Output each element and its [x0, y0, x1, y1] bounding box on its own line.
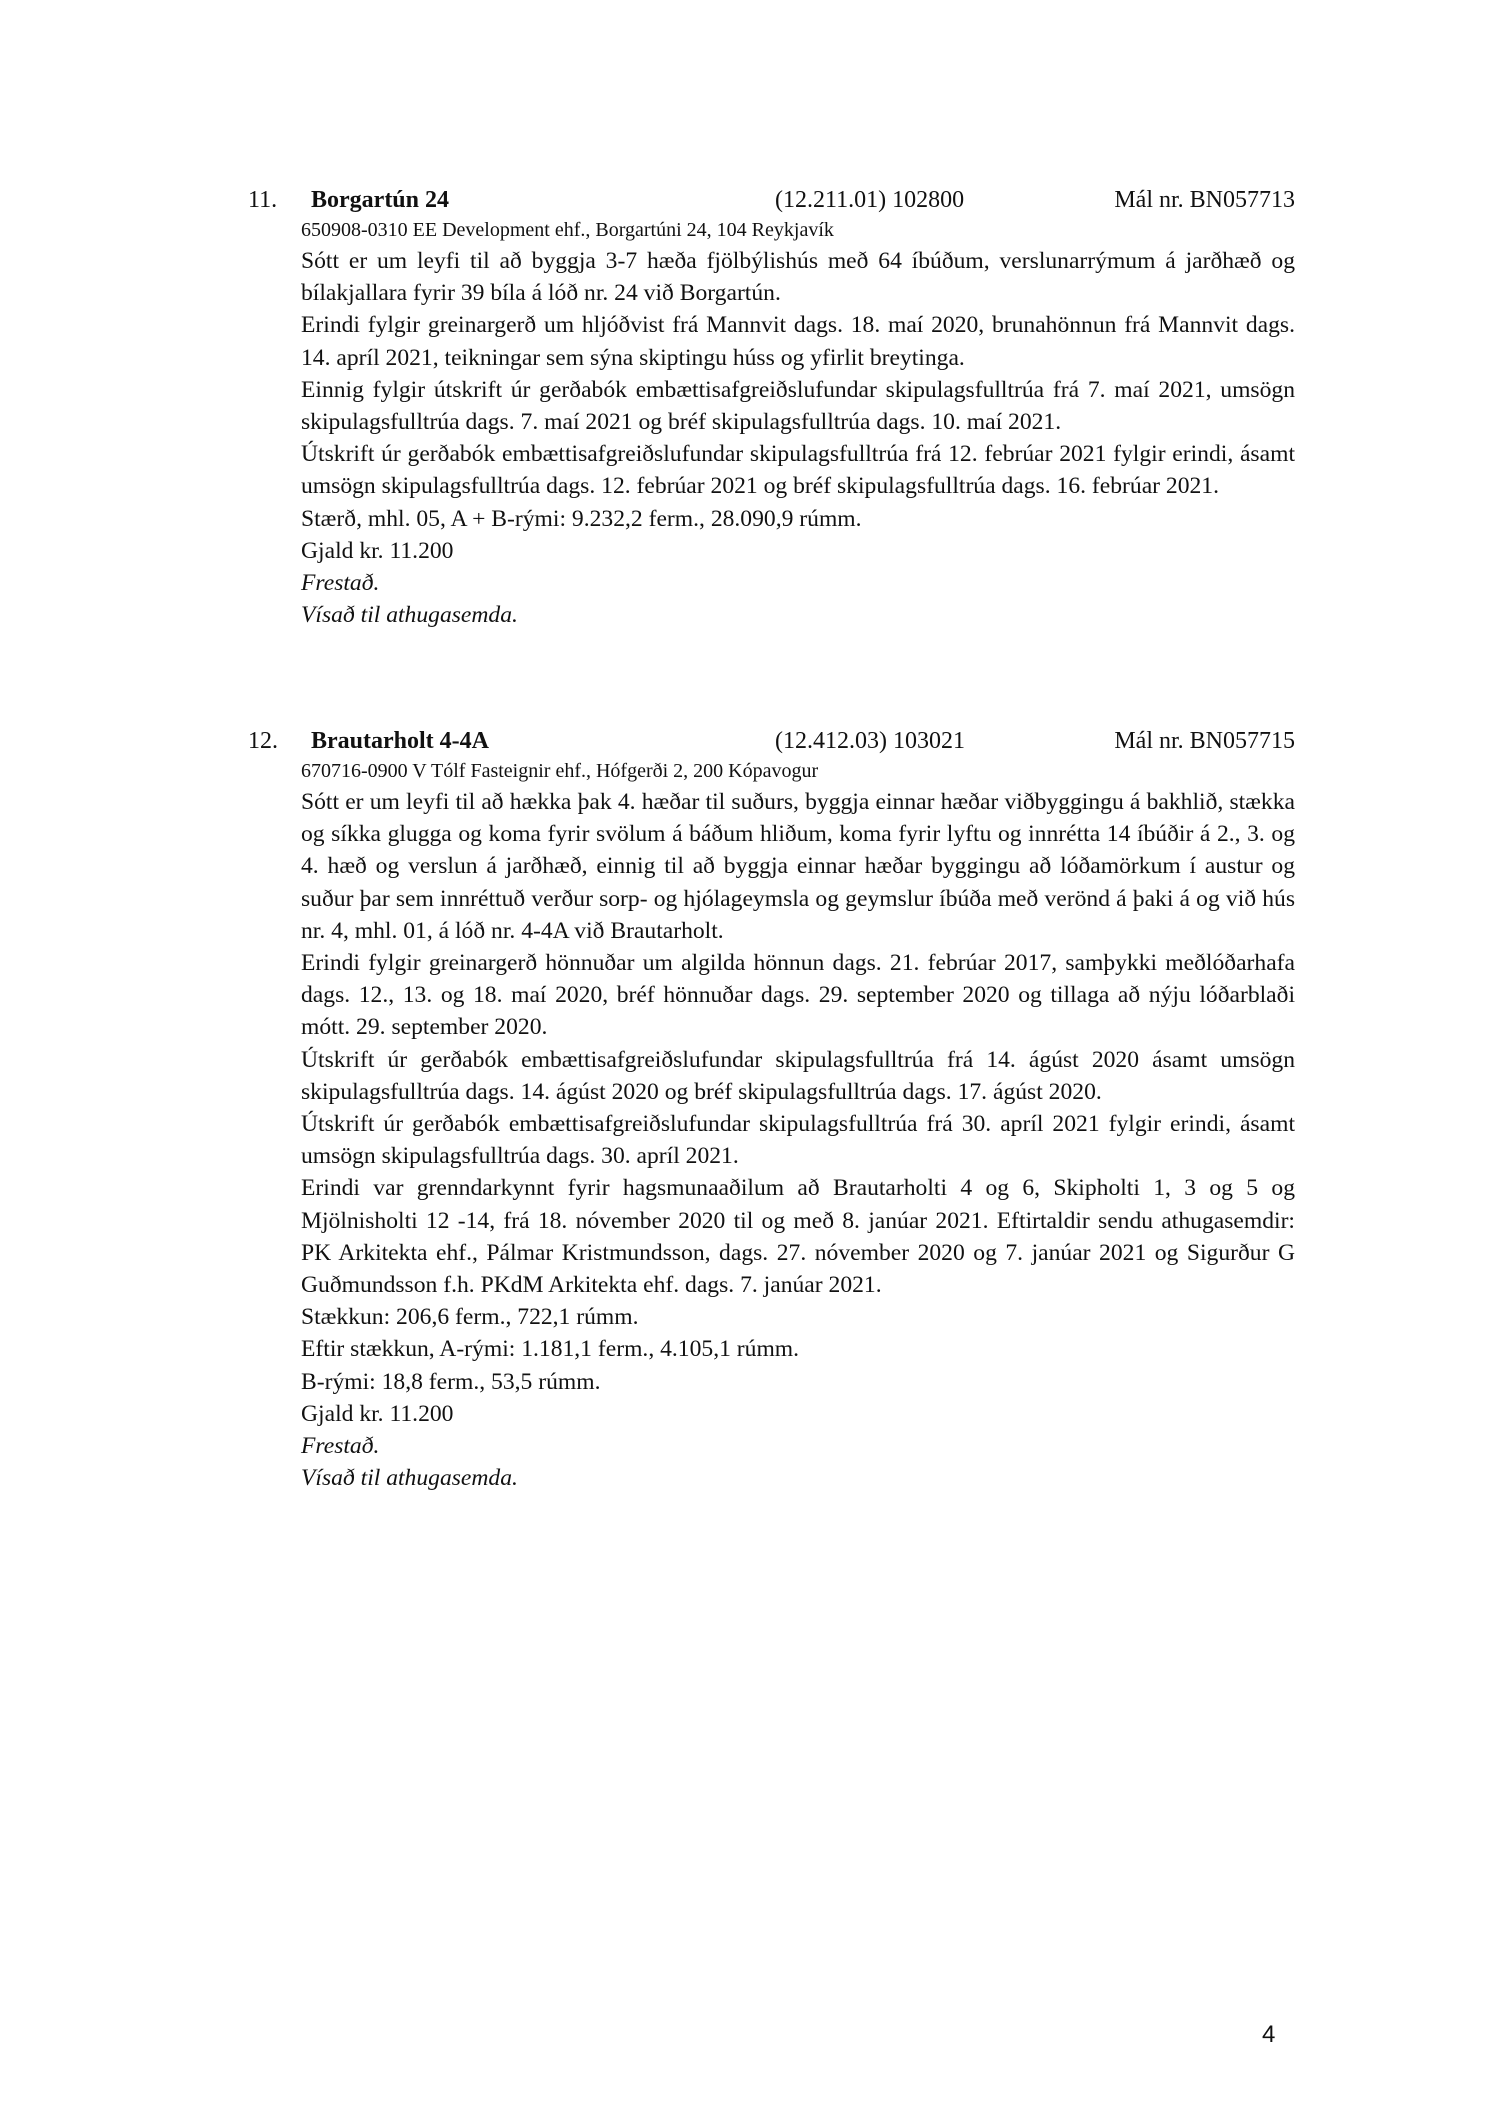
applicant: 650908-0310 EE Development ehf., Borgartúni 24, 104 Reykjavík — [301, 219, 834, 241]
case-header — [0, 724, 1500, 758]
case-reference: Mál nr. BN057715 — [1114, 728, 1295, 754]
case-body — [301, 758, 1295, 1494]
page-number: 4 — [1262, 2021, 1276, 2048]
paragraph: Einnig fylgir útskrift úr gerðabók embættisafgreiðslufundar skipulagsfulltrúa frá 7. maí 2021, umsögn skipulagsfulltrúa dags. 7. maí 2021 og bréf skipulagsfulltrúa dags. 10. maí 2021. — [301, 376, 1295, 436]
paragraph: Útskrift úr gerðabók embættisafgreiðslufundar skipulagsfulltrúa frá 14. ágúst 2020 ásamt umsögn skipulagsfulltrúa dags. 14. ágúst 2020 og bréf skipulagsfulltrúa dags. 17. ágúst 2020. — [301, 1046, 1295, 1105]
size-line: Stærð, mhl. 05, A + B-rými: 9.232,2 ferm., 28.090,9 rúmm. — [301, 505, 862, 532]
land-id: (12.412.03) 103021 — [775, 728, 965, 754]
case-address: Borgartún 24 — [311, 187, 449, 213]
case-number: 12. — [248, 728, 278, 754]
land-id: (12.211.01) 102800 — [775, 187, 965, 213]
referral: Vísað til athugasemda. — [301, 602, 518, 629]
size-line: B-rými: 18,8 ferm., 53,5 rúmm. — [301, 1368, 601, 1395]
paragraph: Útskrift úr gerðabók embættisafgreiðslufundar skipulagsfulltrúa frá 30. apríl 2021 fylgir erindi, ásamt umsögn skipulagsfulltrúa dags. 30. apríl 2021. — [301, 1111, 1295, 1170]
case-number: 11. — [248, 187, 278, 213]
case-entry — [0, 183, 1500, 631]
case-reference: Mál nr. BN057713 — [1114, 187, 1295, 213]
decision: Frestað. — [301, 570, 380, 597]
paragraph: Erindi fylgir greinargerð hönnuðar um algilda hönnun dags. 21. febrúar 2017, samþykki meðlóðarhafa dags. 12., 13. og 18. maí 2020, bréf hönnuðar dags. 29. september 2020 og tillaga að nýju lóðarblaði mótt. 29. september 2020. — [301, 950, 1295, 1041]
paragraph: Sótt er um leyfi til að byggja 3-7 hæða fjölbýlishús með 64 íbúðum, verslunarrýmum á jarðhæð og bílakjallara fyrir 39 bíla á lóð nr. 24 við Borgartún. — [301, 248, 1295, 307]
case-body — [301, 217, 1295, 631]
fee-line: Gjald kr. 11.200 — [301, 1400, 454, 1427]
applicant: 670716-0900 V Tólf Fasteignir ehf., Hófgerði 2, 200 Kópavogur — [301, 760, 819, 782]
case-header — [0, 183, 1500, 217]
case-address: Brautarholt 4-4A — [311, 728, 489, 754]
fee-line: Gjald kr. 11.200 — [301, 537, 454, 564]
referral: Vísað til athugasemda. — [301, 1465, 518, 1492]
paragraph: Erindi fylgir greinargerð um hljóðvist frá Mannvit dags. 18. maí 2020, brunahönnun frá Mannvit dags. 14. apríl 2021, teikningar sem sýna skiptingu húss og yfirlit breytinga. — [301, 312, 1295, 371]
paragraph: Útskrift úr gerðabók embættisafgreiðslufundar skipulagsfulltrúa frá 12. febrúar 2021 fylgir erindi, ásamt umsögn skipulagsfulltrúa dags. 12. febrúar 2021 og bréf skipulagsfulltrúa dags. 16. febrúar 2021. — [301, 441, 1295, 500]
size-line: Eftir stækkun, A-rými: 1.181,1 ferm., 4.105,1 rúmm. — [301, 1336, 800, 1363]
decision: Frestað. — [301, 1433, 380, 1460]
paragraph: Sótt er um leyfi til að hækka þak 4. hæðar til suðurs, byggja einnar hæðar viðbyggingu á bakhlið, stækka og síkka glugga og koma fyrir svölum á báðum hliðum, koma fyrir lyftu og innrétta 14 íbúðir á 2., 3. og 4. hæð og verslun á jarðhæð, einnig til að byggja einnar hæðar byggingu að lóðamörkum í austur og suður þar sem innréttuð verður sorp- og hjólageymsla og geymslur íbúða með verönd á þaki á og við hús nr. 4, mhl. 01, á lóð nr. 4-4A við Brautarholt. — [301, 789, 1295, 944]
case-entry — [0, 724, 1500, 1494]
size-line: Stækkun: 206,6 ferm., 722,1 rúmm. — [301, 1304, 639, 1331]
paragraph: Erindi var grenndarkynnt fyrir hagsmunaaðilum að Brautarholti 4 og 6, Skipholti 1, 3 og 5 og Mjölnisholti 12 -14, frá 18. nóvember 2020 til og með 8. janúar 2021. Eftirtaldir sendu athugasemdir: PK Arkitekta ehf., Pálmar Kristmundsson, dags. 27. nóvember 2020 og 7. janúar 2021 og Sigurður G Guðmundsson f.h. PKdM Arkitekta ehf. dags. 7. janúar 2021. — [301, 1175, 1295, 1299]
